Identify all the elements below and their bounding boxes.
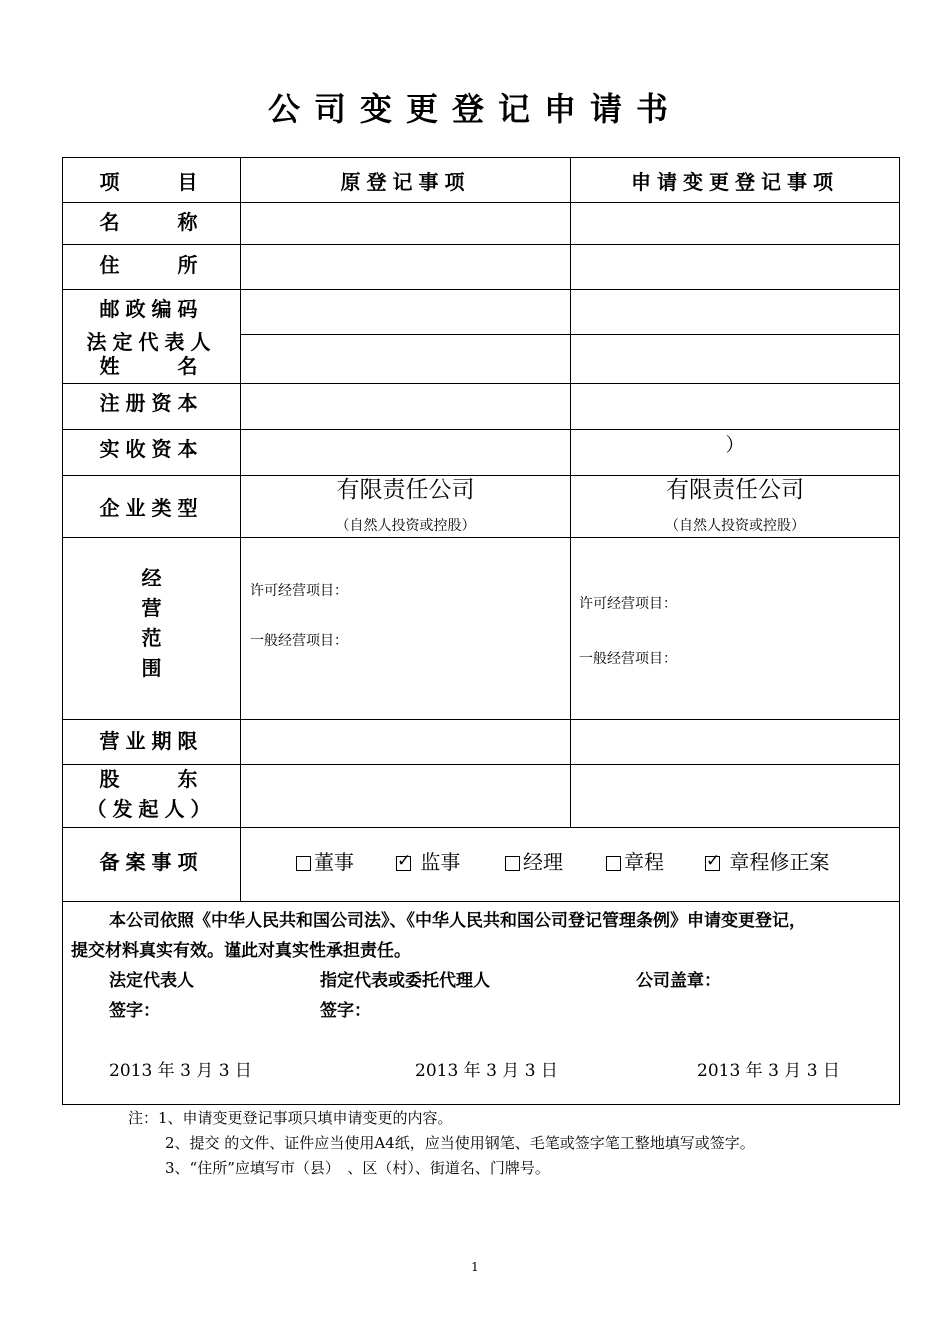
paid-capital-requested-value: ） [725, 433, 745, 456]
checkbox-icon[interactable] [505, 856, 520, 871]
filing-option-director[interactable]: 董事 [296, 846, 354, 875]
agent-signature-label: 签字： [320, 1001, 371, 1021]
scope-char: 经 [141, 566, 162, 590]
date-company: 2013 年 3 月 3 日 [697, 1061, 840, 1081]
header-item: 项 目 [99, 169, 204, 194]
page-title: 公司变更登记申请书 [267, 90, 682, 128]
label-filing-items: 备案事项 [99, 849, 204, 874]
checked-checkbox-icon[interactable] [705, 856, 720, 871]
label-shareholders-line1: 股 东 [99, 766, 204, 791]
scope-char: 围 [141, 656, 162, 680]
enterprise-type-requested-sub: （自然人投资或控股） [665, 518, 805, 534]
filing-option-articles-amendment[interactable]: ✓ 章程修正案 [705, 846, 829, 875]
agent-label: 指定代表或委托代理人 [320, 971, 490, 991]
label-business-term: 营业期限 [99, 728, 204, 753]
note-1: 注：1、申请变更登记事项只填申请变更的内容。 [128, 1109, 453, 1127]
filing-option-manager[interactable]: 经理 [505, 846, 563, 875]
scope-requested-general: 一般经营项目： [579, 651, 677, 667]
page-number: 1 [471, 1260, 479, 1274]
checked-checkbox-icon[interactable] [396, 856, 411, 871]
enterprise-type-original-sub: （自然人投资或控股） [335, 518, 476, 534]
row-divider [240, 334, 899, 335]
application-form-table [62, 157, 900, 1105]
label-registered-capital: 注册资本 [99, 390, 204, 415]
scope-requested-permit: 许可经营项目： [579, 596, 677, 612]
label-address: 住 所 [99, 252, 204, 277]
legal-rep-signature-label: 签字： [109, 1001, 160, 1021]
scope-char: 营 [141, 596, 162, 620]
row-divider [63, 537, 899, 538]
checkbox-icon[interactable] [296, 856, 311, 871]
label-paid-capital: 实收资本 [99, 436, 204, 461]
company-seal-label: 公司盖章： [636, 971, 721, 991]
row-divider [63, 901, 899, 902]
label-name: 名 称 [99, 209, 204, 234]
note-2: 2、提交 的文件、证件应当使用A4纸，应当使用钢笔、毛笔或签字笔工整地填写或签字。 [165, 1134, 755, 1152]
label-shareholders-line2: （发起人） [86, 796, 217, 821]
scope-original-general: 一般经营项目： [250, 633, 348, 649]
legal-rep-label: 法定代表人 [109, 971, 194, 991]
date-legal-rep: 2013 年 3 月 3 日 [109, 1061, 252, 1081]
label-business-scope [63, 558, 240, 688]
enterprise-type-requested: 有限责任公司 [666, 476, 804, 503]
statement-line2: 提交材料真实有效。谨此对真实性承担责任。 [71, 941, 411, 961]
date-agent: 2013 年 3 月 3 日 [415, 1061, 558, 1081]
header-original: 原登记事项 [340, 169, 471, 194]
label-legal-rep-line1: 法定代表人 [86, 329, 217, 354]
header-requested: 申请变更登记事项 [631, 169, 839, 194]
filing-option-supervisor[interactable]: ✓ 监事 [396, 846, 460, 875]
note-3: 3、“住所”应填写市（县） 、区（村）、街道名、门牌号。 [165, 1159, 550, 1177]
enterprise-type-original: 有限责任公司 [336, 476, 475, 503]
label-postal-code: 邮政编码 [99, 296, 204, 321]
checkbox-icon[interactable] [606, 856, 621, 871]
filing-option-articles[interactable]: 章程 [606, 846, 664, 875]
statement-line1: 本公司依照《中华人民共和国公司法》、《中华人民共和国公司登记管理条例》申请变更登记， [109, 911, 806, 931]
scope-char: 范 [141, 626, 162, 650]
label-enterprise-type: 企业类型 [99, 495, 204, 520]
scope-original-permit: 许可经营项目： [250, 583, 348, 599]
label-legal-rep-line2: 姓 名 [99, 353, 204, 378]
